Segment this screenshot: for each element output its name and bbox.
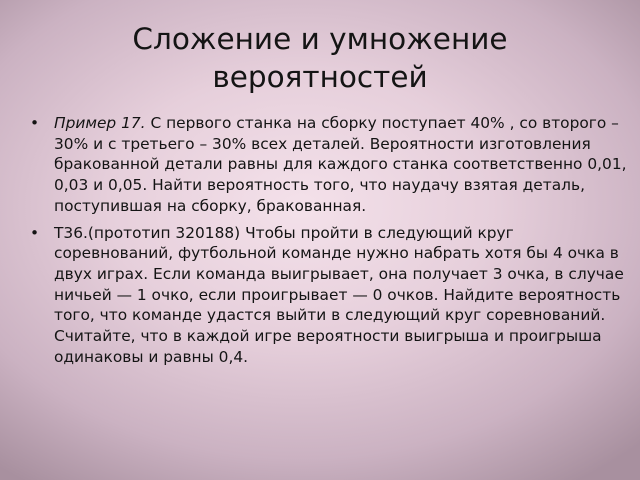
bullet-icon: • bbox=[30, 223, 40, 242]
slide-title: Сложение и умножение вероятностей bbox=[132, 22, 508, 94]
list-item-t36 bbox=[30, 223, 630, 368]
list-item-example-17 bbox=[30, 113, 630, 217]
bullet-icon: • bbox=[30, 114, 40, 132]
example-label: Пример 17. bbox=[54, 114, 146, 132]
problem-text: Т36.(прототип 320188) Чтобы пройти в следующий круг соревнований, футбольной команде нужно набрать хотя бы 4 очка в двух играх. Если команда выигрывает, она получает 3 очка, в случае ничьей — 1 очко, если проигрывает — 0 очков. Найдите вероятность того, что команде удастся выйти в следующий круг соревнований. Считайте, что в каждой игре вероятности выигрыша и проигрыша одинаковы и равны 0,4. bbox=[54, 223, 624, 366]
slide-content-list bbox=[30, 113, 630, 373]
problem-text: С первого станка на сборку поступает 40% , со второго – 30% и с третьего – 30% всех деталей. Вероятности изготовления бракованной детали равны для каждого станка соответственно 0,01, 0,03 и 0,05. Найти вероятность того, что наудачу взятая деталь, поступившая на сборку, бракованная. bbox=[54, 114, 627, 215]
